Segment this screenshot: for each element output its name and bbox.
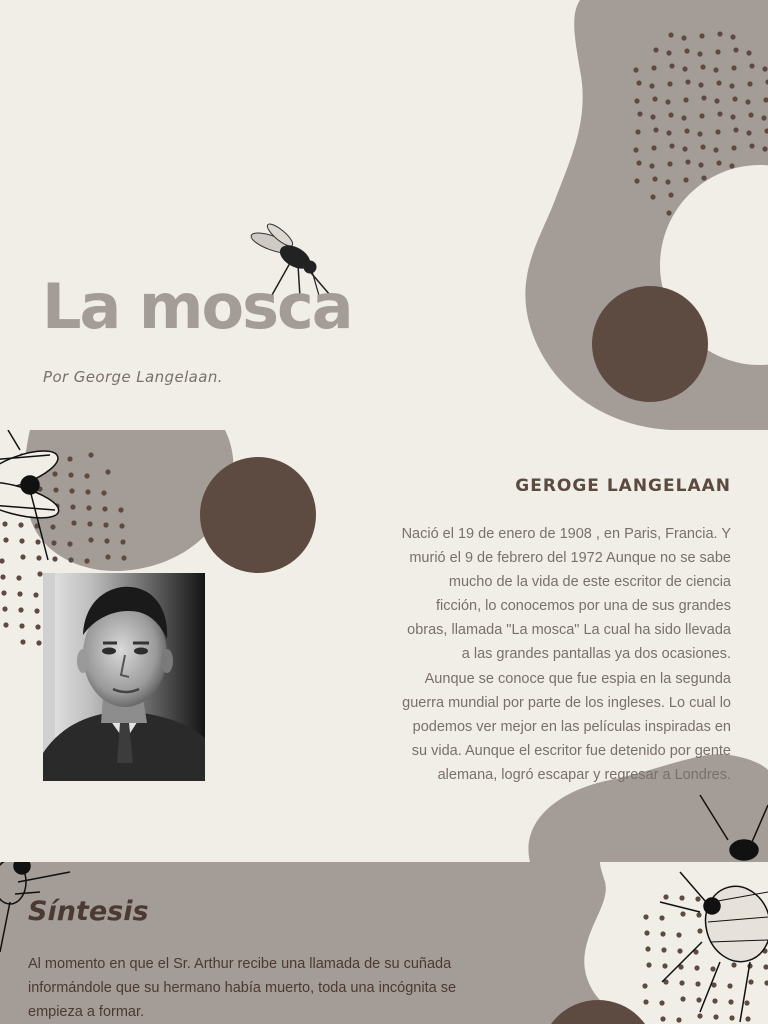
dot [696,912,701,917]
dot [70,504,75,509]
dot [19,538,24,543]
dot [676,932,681,937]
dot [644,930,649,935]
dot [662,963,667,968]
dot [713,147,718,152]
dot [34,608,39,613]
dot [712,998,717,1003]
dot [634,98,639,103]
dot [748,979,753,984]
dot [633,67,638,72]
dot [651,65,656,70]
author-bio [401,522,731,787]
dot [642,983,647,988]
dot [16,575,21,580]
dot [71,520,76,525]
dot [667,81,672,86]
dot [634,178,639,183]
dot [700,144,705,149]
dot [86,505,91,510]
dot [120,539,125,544]
dot [695,981,700,986]
dot [84,558,89,563]
dot [68,557,73,562]
dot [668,112,673,117]
dot [53,487,58,492]
dot [697,928,702,933]
dot [748,112,753,117]
dot [685,159,690,164]
dot [105,554,110,559]
dot [0,558,5,563]
dot [744,1000,749,1005]
dot [1,590,6,595]
dot [694,965,699,970]
dot [37,571,42,576]
dot [697,131,702,136]
dot [669,63,674,68]
document-subtitle: Por George Langelaan. [43,368,223,386]
dot [749,63,754,68]
dot [643,999,648,1004]
synthesis-heading: Síntesis [28,896,149,927]
dot [35,539,40,544]
dot [727,983,732,988]
dot [633,147,638,152]
dot [105,469,110,474]
dot [729,163,734,168]
author-section [0,430,768,862]
dot [635,129,640,134]
dot [653,47,658,52]
dot [666,210,671,215]
dot [731,962,736,967]
dot [676,1017,681,1022]
dot [119,523,124,528]
dot [652,176,657,181]
dot [19,623,24,628]
dot [669,143,674,148]
dot [746,50,751,55]
dot [52,556,57,561]
synthesis-text: Al momento en que el Sr. Arthur recibe una llamada de su cuñada informándole que su hermano había muerto, toda una incógnita se empieza a formar. [28,956,457,1020]
dot [649,83,654,88]
dot [714,98,719,103]
dot [33,592,38,597]
dot [663,894,668,899]
dot [121,555,126,560]
dot [700,64,705,69]
dot [733,47,738,52]
dot [85,489,90,494]
dot [101,490,106,495]
dot [684,48,689,53]
dot [68,472,73,477]
dot [2,606,7,611]
dot [67,541,72,546]
bio-paragraph: Aunque se conoce que fue espia en la segunda guerra mundial por parte de los ingleses. Lo cual lo podemos ver mejor en las películas inspiradas en su vida. Aunque el escritor fue detenido por gente alemana, logró escapar y regresar a Londres. [402,670,731,783]
dot [729,83,734,88]
dot [698,162,703,167]
dot [102,506,107,511]
dot [701,95,706,100]
dot [715,49,720,54]
dot [698,82,703,87]
dot [652,96,657,101]
dot [20,639,25,644]
dot [2,521,7,526]
dot [636,80,641,85]
dot [716,80,721,85]
dot [745,99,750,104]
dot [69,488,74,493]
dot [17,591,22,596]
dot [762,66,767,71]
dot [683,97,688,102]
dot [730,34,735,39]
dot [761,115,766,120]
dot [695,896,700,901]
dot [52,471,57,476]
dot [666,130,671,135]
dot [118,507,123,512]
dot [88,537,93,542]
dot [665,99,670,104]
portrait-image [43,573,205,781]
dot [18,607,23,612]
dot [665,179,670,184]
dot [20,554,25,559]
dot [36,555,41,560]
dot [682,66,687,71]
dot [715,129,720,134]
synthesis-section [0,862,768,1024]
dot [84,473,89,478]
bio-paragraph: Nació el 19 de enero de 1908 , en Paris, Francia. Y murió el 9 de febrero del 1972 Aunque no se sabe mucho de la vida de este escritor de ciencia ficción, lo conocemos por una de sus grandes obras, llamada "La mosca" La cual ha sido llevada a las grandes pantallas ya dos ocasiones. [401,526,731,663]
dot [683,177,688,182]
dot [660,1016,665,1021]
dot [717,111,722,116]
dot [636,160,641,165]
dot [733,127,738,132]
dot [729,1015,734,1020]
dot [637,111,642,116]
dot [660,931,665,936]
dot [3,537,8,542]
brown-circle [200,457,316,573]
dot [713,67,718,72]
dot [679,895,684,900]
dot [728,999,733,1004]
dot [36,640,41,645]
dot [762,146,767,151]
dot [659,915,664,920]
dot [645,946,650,951]
dot [682,146,687,151]
dot [643,914,648,919]
dot [18,522,23,527]
author-portrait [43,573,205,781]
dot [731,145,736,150]
dot [680,911,685,916]
dot [745,1016,750,1021]
dot [87,521,92,526]
dot [677,948,682,953]
brown-circle [592,286,708,402]
dot [681,115,686,120]
dot [681,35,686,40]
dot [646,962,651,967]
dot [67,456,72,461]
dot [51,540,56,545]
dot [697,1013,702,1018]
dot [668,192,673,197]
dot [716,160,721,165]
dot [653,127,658,132]
dot [747,81,752,86]
dot [104,538,109,543]
document-title: La mosca [42,270,352,343]
dot [649,163,654,168]
dot [713,1014,718,1019]
dot [730,114,735,119]
author-heading: GEROGE LANGELAAN [515,476,731,496]
dot [749,143,754,148]
dot [732,96,737,101]
dot [696,997,701,1002]
cover-section [0,0,768,430]
dot [103,522,108,527]
dot [684,128,689,133]
dot [668,32,673,37]
dot [35,624,40,629]
dot [717,31,722,36]
dot [666,50,671,55]
dot [667,161,672,166]
dot [3,622,8,627]
dot [88,452,93,457]
dot [685,79,690,84]
dot [50,524,55,529]
dot [701,175,706,180]
dot [659,1000,664,1005]
dot [661,947,666,952]
cover-decoration [0,0,768,430]
dot [651,145,656,150]
dot [697,51,702,56]
dot [650,194,655,199]
dot [650,114,655,119]
dot [699,113,704,118]
dot [746,130,751,135]
dot [731,65,736,70]
dot [680,996,685,1001]
dot [710,966,715,971]
dot [699,33,704,38]
dot [0,574,5,579]
dot [679,980,684,985]
